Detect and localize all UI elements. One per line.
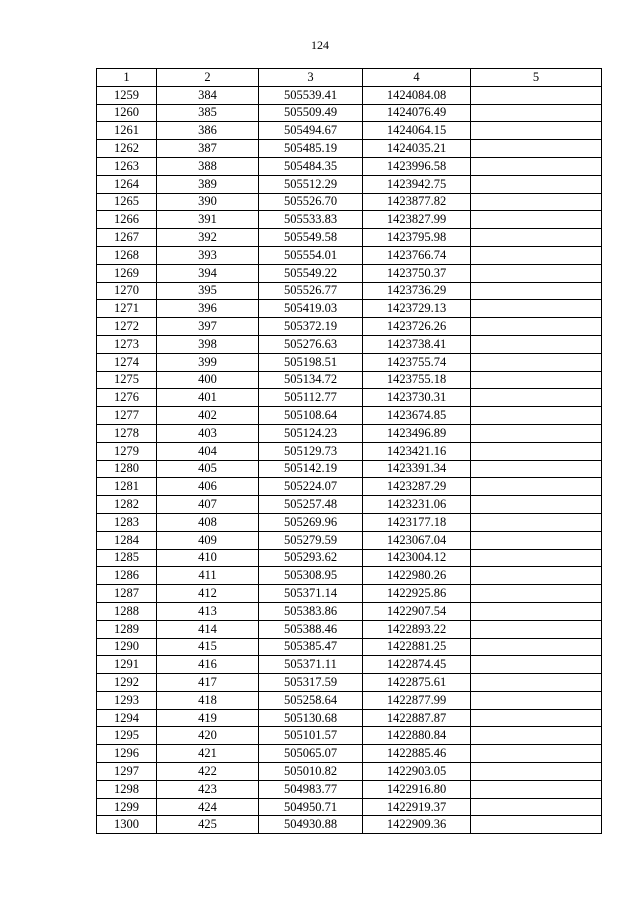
point-number-cell: 422 <box>157 763 259 781</box>
row-number-cell: 1259 <box>97 86 157 104</box>
x-coordinate-cell: 505010.82 <box>259 763 363 781</box>
point-number-cell: 400 <box>157 371 259 389</box>
y-coordinate-cell: 1423067.04 <box>363 531 471 549</box>
row-number-cell: 1268 <box>97 246 157 264</box>
coordinates-table <box>96 68 602 834</box>
point-number-cell: 408 <box>157 513 259 531</box>
notes-cell <box>471 122 602 140</box>
row-number-cell: 1288 <box>97 602 157 620</box>
y-coordinate-cell: 1422885.46 <box>363 745 471 763</box>
notes-cell <box>471 745 602 763</box>
table-row <box>97 531 602 549</box>
x-coordinate-cell: 505512.29 <box>259 175 363 193</box>
y-coordinate-cell: 1423726.26 <box>363 318 471 336</box>
notes-cell <box>471 175 602 193</box>
y-coordinate-cell: 1422980.26 <box>363 567 471 585</box>
notes-cell <box>471 300 602 318</box>
point-number-cell: 394 <box>157 264 259 282</box>
x-coordinate-cell: 504983.77 <box>259 780 363 798</box>
notes-cell <box>471 460 602 478</box>
row-number-cell: 1271 <box>97 300 157 318</box>
y-coordinate-cell: 1424084.08 <box>363 86 471 104</box>
notes-cell <box>471 353 602 371</box>
table-row <box>97 442 602 460</box>
x-coordinate-cell: 505526.70 <box>259 193 363 211</box>
point-number-cell: 392 <box>157 229 259 247</box>
y-coordinate-cell: 1423877.82 <box>363 193 471 211</box>
notes-cell <box>471 567 602 585</box>
x-coordinate-cell: 505317.59 <box>259 674 363 692</box>
row-number-cell: 1298 <box>97 780 157 798</box>
x-coordinate-cell: 505385.47 <box>259 638 363 656</box>
table-row <box>97 318 602 336</box>
table-row <box>97 371 602 389</box>
table-row <box>97 175 602 193</box>
notes-cell <box>471 424 602 442</box>
row-number-cell: 1280 <box>97 460 157 478</box>
point-number-cell: 425 <box>157 816 259 834</box>
notes-cell <box>471 727 602 745</box>
notes-cell <box>471 193 602 211</box>
x-coordinate-cell: 505065.07 <box>259 745 363 763</box>
y-coordinate-cell: 1422875.61 <box>363 674 471 692</box>
table-row <box>97 674 602 692</box>
notes-cell <box>471 442 602 460</box>
row-number-cell: 1294 <box>97 709 157 727</box>
row-number-cell: 1300 <box>97 816 157 834</box>
row-number-cell: 1276 <box>97 389 157 407</box>
notes-cell <box>471 140 602 158</box>
y-coordinate-cell: 1422887.87 <box>363 709 471 727</box>
y-coordinate-cell: 1423795.98 <box>363 229 471 247</box>
notes-cell <box>471 549 602 567</box>
y-coordinate-cell: 1422880.84 <box>363 727 471 745</box>
point-number-cell: 414 <box>157 620 259 638</box>
notes-cell <box>471 86 602 104</box>
x-coordinate-cell: 505124.23 <box>259 424 363 442</box>
column-header-4: 4 <box>363 69 471 87</box>
row-number-cell: 1274 <box>97 353 157 371</box>
point-number-cell: 397 <box>157 318 259 336</box>
table-row <box>97 300 602 318</box>
x-coordinate-cell: 505129.73 <box>259 442 363 460</box>
y-coordinate-cell: 1423177.18 <box>363 513 471 531</box>
row-number-cell: 1273 <box>97 335 157 353</box>
point-number-cell: 415 <box>157 638 259 656</box>
x-coordinate-cell: 505108.64 <box>259 407 363 425</box>
notes-cell <box>471 211 602 229</box>
row-number-cell: 1260 <box>97 104 157 122</box>
y-coordinate-cell: 1422916.80 <box>363 780 471 798</box>
point-number-cell: 385 <box>157 104 259 122</box>
table-row <box>97 211 602 229</box>
x-coordinate-cell: 505526.77 <box>259 282 363 300</box>
row-number-cell: 1266 <box>97 211 157 229</box>
notes-cell <box>471 620 602 638</box>
y-coordinate-cell: 1423827.99 <box>363 211 471 229</box>
table-header-row <box>97 69 602 87</box>
row-number-cell: 1299 <box>97 798 157 816</box>
row-number-cell: 1295 <box>97 727 157 745</box>
y-coordinate-cell: 1423287.29 <box>363 478 471 496</box>
point-number-cell: 386 <box>157 122 259 140</box>
point-number-cell: 399 <box>157 353 259 371</box>
row-number-cell: 1284 <box>97 531 157 549</box>
x-coordinate-cell: 505269.96 <box>259 513 363 531</box>
row-number-cell: 1272 <box>97 318 157 336</box>
x-coordinate-cell: 505554.01 <box>259 246 363 264</box>
table-row <box>97 656 602 674</box>
table-row <box>97 763 602 781</box>
row-number-cell: 1289 <box>97 620 157 638</box>
point-number-cell: 406 <box>157 478 259 496</box>
row-number-cell: 1264 <box>97 175 157 193</box>
y-coordinate-cell: 1424035.21 <box>363 140 471 158</box>
row-number-cell: 1262 <box>97 140 157 158</box>
x-coordinate-cell: 505101.57 <box>259 727 363 745</box>
x-coordinate-cell: 505539.41 <box>259 86 363 104</box>
page-number: 124 <box>311 38 329 52</box>
x-coordinate-cell: 505198.51 <box>259 353 363 371</box>
notes-cell <box>471 282 602 300</box>
point-number-cell: 403 <box>157 424 259 442</box>
notes-cell <box>471 407 602 425</box>
point-number-cell: 424 <box>157 798 259 816</box>
row-number-cell: 1279 <box>97 442 157 460</box>
y-coordinate-cell: 1422877.99 <box>363 691 471 709</box>
y-coordinate-cell: 1424076.49 <box>363 104 471 122</box>
notes-cell <box>471 513 602 531</box>
y-coordinate-cell: 1423750.37 <box>363 264 471 282</box>
point-number-cell: 389 <box>157 175 259 193</box>
point-number-cell: 404 <box>157 442 259 460</box>
table-row <box>97 709 602 727</box>
point-number-cell: 405 <box>157 460 259 478</box>
point-number-cell: 418 <box>157 691 259 709</box>
table-row <box>97 104 602 122</box>
table-body <box>97 86 602 833</box>
notes-cell <box>471 780 602 798</box>
notes-cell <box>471 585 602 603</box>
y-coordinate-cell: 1422903.05 <box>363 763 471 781</box>
table-row <box>97 585 602 603</box>
column-header-3: 3 <box>259 69 363 87</box>
y-coordinate-cell: 1423942.75 <box>363 175 471 193</box>
notes-cell <box>471 318 602 336</box>
x-coordinate-cell: 505484.35 <box>259 157 363 175</box>
notes-cell <box>471 229 602 247</box>
table-row <box>97 513 602 531</box>
table-row <box>97 335 602 353</box>
row-number-cell: 1287 <box>97 585 157 603</box>
point-number-cell: 419 <box>157 709 259 727</box>
row-number-cell: 1296 <box>97 745 157 763</box>
table-row <box>97 460 602 478</box>
row-number-cell: 1263 <box>97 157 157 175</box>
point-number-cell: 413 <box>157 602 259 620</box>
y-coordinate-cell: 1423674.85 <box>363 407 471 425</box>
table-row <box>97 478 602 496</box>
table-row <box>97 193 602 211</box>
notes-cell <box>471 478 602 496</box>
notes-cell <box>471 798 602 816</box>
y-coordinate-cell: 1423766.74 <box>363 246 471 264</box>
x-coordinate-cell: 505494.67 <box>259 122 363 140</box>
x-coordinate-cell: 505533.83 <box>259 211 363 229</box>
point-number-cell: 395 <box>157 282 259 300</box>
x-coordinate-cell: 505371.14 <box>259 585 363 603</box>
point-number-cell: 423 <box>157 780 259 798</box>
row-number-cell: 1275 <box>97 371 157 389</box>
notes-cell <box>471 335 602 353</box>
row-number-cell: 1267 <box>97 229 157 247</box>
table-row <box>97 86 602 104</box>
table-row <box>97 745 602 763</box>
y-coordinate-cell: 1423421.16 <box>363 442 471 460</box>
x-coordinate-cell: 505371.11 <box>259 656 363 674</box>
y-coordinate-cell: 1423996.58 <box>363 157 471 175</box>
x-coordinate-cell: 504930.88 <box>259 816 363 834</box>
x-coordinate-cell: 505308.95 <box>259 567 363 585</box>
point-number-cell: 417 <box>157 674 259 692</box>
column-header-5: 5 <box>471 69 602 87</box>
point-number-cell: 402 <box>157 407 259 425</box>
x-coordinate-cell: 505485.19 <box>259 140 363 158</box>
row-number-cell: 1283 <box>97 513 157 531</box>
x-coordinate-cell: 505130.68 <box>259 709 363 727</box>
table-row <box>97 691 602 709</box>
table-row <box>97 798 602 816</box>
table-row <box>97 353 602 371</box>
table-row <box>97 282 602 300</box>
column-header-1: 1 <box>97 69 157 87</box>
table-row <box>97 140 602 158</box>
point-number-cell: 409 <box>157 531 259 549</box>
y-coordinate-cell: 1422919.37 <box>363 798 471 816</box>
table-row <box>97 157 602 175</box>
y-coordinate-cell: 1423730.31 <box>363 389 471 407</box>
x-coordinate-cell: 505142.19 <box>259 460 363 478</box>
row-number-cell: 1261 <box>97 122 157 140</box>
y-coordinate-cell: 1423496.89 <box>363 424 471 442</box>
y-coordinate-cell: 1423231.06 <box>363 496 471 514</box>
point-number-cell: 396 <box>157 300 259 318</box>
row-number-cell: 1265 <box>97 193 157 211</box>
x-coordinate-cell: 505279.59 <box>259 531 363 549</box>
y-coordinate-cell: 1423755.18 <box>363 371 471 389</box>
notes-cell <box>471 674 602 692</box>
notes-cell <box>471 763 602 781</box>
row-number-cell: 1293 <box>97 691 157 709</box>
notes-cell <box>471 531 602 549</box>
x-coordinate-cell: 505549.58 <box>259 229 363 247</box>
point-number-cell: 421 <box>157 745 259 763</box>
x-coordinate-cell: 505419.03 <box>259 300 363 318</box>
notes-cell <box>471 816 602 834</box>
table-row <box>97 122 602 140</box>
x-coordinate-cell: 505549.22 <box>259 264 363 282</box>
x-coordinate-cell: 505258.64 <box>259 691 363 709</box>
point-number-cell: 391 <box>157 211 259 229</box>
x-coordinate-cell: 505509.49 <box>259 104 363 122</box>
table-row <box>97 407 602 425</box>
table-row <box>97 638 602 656</box>
notes-cell <box>471 246 602 264</box>
column-header-2: 2 <box>157 69 259 87</box>
notes-cell <box>471 157 602 175</box>
table-row <box>97 389 602 407</box>
point-number-cell: 390 <box>157 193 259 211</box>
point-number-cell: 411 <box>157 567 259 585</box>
y-coordinate-cell: 1423736.29 <box>363 282 471 300</box>
table-row <box>97 246 602 264</box>
y-coordinate-cell: 1422925.86 <box>363 585 471 603</box>
table-row <box>97 620 602 638</box>
row-number-cell: 1281 <box>97 478 157 496</box>
point-number-cell: 393 <box>157 246 259 264</box>
x-coordinate-cell: 505388.46 <box>259 620 363 638</box>
row-number-cell: 1269 <box>97 264 157 282</box>
point-number-cell: 388 <box>157 157 259 175</box>
notes-cell <box>471 371 602 389</box>
point-number-cell: 407 <box>157 496 259 514</box>
notes-cell <box>471 709 602 727</box>
x-coordinate-cell: 505383.86 <box>259 602 363 620</box>
y-coordinate-cell: 1422893.22 <box>363 620 471 638</box>
notes-cell <box>471 389 602 407</box>
point-number-cell: 398 <box>157 335 259 353</box>
notes-cell <box>471 104 602 122</box>
y-coordinate-cell: 1422909.36 <box>363 816 471 834</box>
point-number-cell: 420 <box>157 727 259 745</box>
row-number-cell: 1285 <box>97 549 157 567</box>
table-row <box>97 567 602 585</box>
table-row <box>97 549 602 567</box>
y-coordinate-cell: 1423391.34 <box>363 460 471 478</box>
point-number-cell: 410 <box>157 549 259 567</box>
row-number-cell: 1282 <box>97 496 157 514</box>
point-number-cell: 412 <box>157 585 259 603</box>
row-number-cell: 1277 <box>97 407 157 425</box>
x-coordinate-cell: 504950.71 <box>259 798 363 816</box>
notes-cell <box>471 638 602 656</box>
table-row <box>97 229 602 247</box>
point-number-cell: 401 <box>157 389 259 407</box>
y-coordinate-cell: 1423738.41 <box>363 335 471 353</box>
notes-cell <box>471 656 602 674</box>
row-number-cell: 1278 <box>97 424 157 442</box>
y-coordinate-cell: 1422881.25 <box>363 638 471 656</box>
point-number-cell: 384 <box>157 86 259 104</box>
point-number-cell: 416 <box>157 656 259 674</box>
table-row <box>97 496 602 514</box>
table-row <box>97 602 602 620</box>
row-number-cell: 1291 <box>97 656 157 674</box>
row-number-cell: 1292 <box>97 674 157 692</box>
x-coordinate-cell: 505257.48 <box>259 496 363 514</box>
y-coordinate-cell: 1423755.74 <box>363 353 471 371</box>
y-coordinate-cell: 1422907.54 <box>363 602 471 620</box>
x-coordinate-cell: 505276.63 <box>259 335 363 353</box>
x-coordinate-cell: 505134.72 <box>259 371 363 389</box>
notes-cell <box>471 602 602 620</box>
table-row <box>97 727 602 745</box>
point-number-cell: 387 <box>157 140 259 158</box>
y-coordinate-cell: 1424064.15 <box>363 122 471 140</box>
row-number-cell: 1297 <box>97 763 157 781</box>
table-row <box>97 264 602 282</box>
table-row <box>97 816 602 834</box>
table-row <box>97 780 602 798</box>
table-row <box>97 424 602 442</box>
y-coordinate-cell: 1423729.13 <box>363 300 471 318</box>
x-coordinate-cell: 505224.07 <box>259 478 363 496</box>
y-coordinate-cell: 1423004.12 <box>363 549 471 567</box>
row-number-cell: 1270 <box>97 282 157 300</box>
notes-cell <box>471 264 602 282</box>
y-coordinate-cell: 1422874.45 <box>363 656 471 674</box>
x-coordinate-cell: 505293.62 <box>259 549 363 567</box>
notes-cell <box>471 496 602 514</box>
x-coordinate-cell: 505372.19 <box>259 318 363 336</box>
row-number-cell: 1286 <box>97 567 157 585</box>
notes-cell <box>471 691 602 709</box>
row-number-cell: 1290 <box>97 638 157 656</box>
x-coordinate-cell: 505112.77 <box>259 389 363 407</box>
